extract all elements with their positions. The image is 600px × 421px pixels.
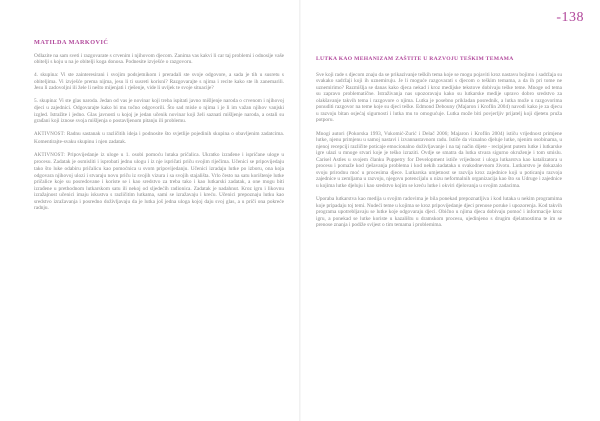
activity-label: AKTIVNOST: [34,152,66,158]
left-page-column [34,40,284,218]
paragraph: 5. skupina: Vi ste glas naroda. Jedan od vas je novinar koji treba ispitati javno mišljenje naroda o crvenom i njihovoj djeci u zajednici. Odgovarajte kako bi mu točno odgovorili. Što sad misle o njima i je li im važan njihov vanjski izgled. Istražite i jedno. Glas javnosti u kojoj je jedan učenik novinar koji želi saznati mišljenje naroda, a ostali su građani koji iznose svoja mišljenja o postavljenom pitanju ili problemu. [34,98,284,125]
activity-label: AKTIVNOST: [34,132,66,138]
paragraph: 4. skupina: Vi ste zainteresirani i svojim podsjetnikom i preradali ste svoje odgovore, a sada je tih u susretu s obiteljima. Vi izvješće prema nijma, jesu li ti susreti korisni? Razgovarajte s njima i recite kako ste ih zanemarili. Jesu li zadovoljni ili žele li nešto mijenjati i rješenje, vide li uvijek te svoje situacije? [34,72,284,92]
page-gutter [299,0,301,421]
paragraph: Mnogi autori (Pokorska 1993, Vukomić-Zurić i Delač 2006; Majaron i Kroflin 2004) ističu vrijednost primjene lutke, njenu primjenu u samoj nastavi i izvannastavnom radu. Ističe da vizualno djeluje lutke, njenim osobinama, u njenoj recepciji različite poticaje emocionalno doživljavanje i na taj način dijete - recipijent putem lutke i lutkarske igre ulazi u mnoge stvari koje je teško izraziti. Ovdje se smatra da lutka stvara sigurno okruženje i tom smislu. Carisel Astles u svojem članku Puppetry for Development ističe vrijednost i uloga lutkarstva kao katalizatora u procesu i pomaže kod rješavanja problema i kod nekih zadataka u svakodnevnom životu. Lutkarstvo je dokazalo svoju prirodnu moć u procesima djece. Lutkarska umjetnost se razvija kroz zajednice koji u poticanju razvoja zajednice u zemljama u razvoju, njegovu potencijalu u nizu neformalnih organizacija kao što su Udruge i zajednice u kojima lutke djeluju i kao sredstvo kojim se kreću lutke i okviri djelovanja u svojim zadacima. [316,130,562,189]
paragraph: Uporaba lutkarstva kao medija u svojim radovima je bila ponekad prepoznatljiva i kod lutaka u nekim programima koje pripadaju toj temi. Nudeći teme u kojima se kroz pripovijedanje djeci prenose poruke i upozorenja. Kod takvih programa upotrebljavaju se lutke koje odgovaraju djeci. Obično u njima djeca dobivaju pomoć i informacije kroz igru, a ponekad se lutke koriste u kazalištu u dramskom procesu, ujedinjeno s drugim djelatnostima te im se prenose znanja i podiže svijest o tim temama i problemima. [316,196,562,229]
paragraph-text: Radnu sastanak u različitih ideja i podnosite što svjetlije pojedinih skupina o obavljenim zadatcima. Komentirajte-svaku skupinu i njen zadatak. [34,131,284,145]
paragraph [34,152,284,212]
paragraph: Odlazite na sam sveti i razgovarate s crvenim i njihovom djecom. Zanima vas kakvi li car taj problemi i odnosije vaše obitelji s koju u na je obitelji koga donosa. Podnesite izvješće o razgovoru. [34,52,284,66]
author-name: MATILDA MARKOVIĆ [34,39,109,46]
page-number: -138 [556,10,584,25]
paragraph-text: Pripovijedanje iz uloge u 1. osobi pomoću lutaka pričalica. Ukratko izrađene i ispričane uloge u procesu. Zadatak je osmisliti i isprobati jednu ulogu i iz nje ispričati priču svojim riječima. Učenici se pripovijedaju tako što luke odabiru pričalicu kao pomoćnica u svom pripovijedanju. Učenici izradaju lutke po izboru, ona koja odgovara njihovoj ulozi i stvaraju novu priču iz svojih vizura i sa svojih stajališta. Vrlo često na satu korištenje lutke pričalice koje su posredovane i koriste se i kao sredstvo za treba tako i kao lutkarski zadatak, a one mogu biti izrađene u prethodnom lutkarskom satu ili nekoj od sljedećih radionica. Zadatak je nadahnut. Kroz igru i likovnu izražajnost učenici imaju iskustva s različitim lutkama, sami se izražavaju i kreću. Učenici prepoznaju lutku kao sredstvo izražavanja i posredno doživljavaju da je lutka još jedna uloga kojoj daju svoj glas, a u priči ona pokreće radnju. [34,151,284,212]
section-title: LUTKA KAO MEHANIZAM ZAŠTITE U RAZVOJU TEŠKIM TEMAMA [316,56,514,62]
paragraph: Sve koji rade s djecom znaju da se prikazivanje teških tema koje se mogu pojaviti kroz nastavu bojimo i sadržaja su svakako sadržaji koji ih uznemiruju. Je li moguće razgovarati s djecom o teškim temama, a da ih pri tome ne uznemirimo? Razmišlja se danas kako djeca nekad i kroz medijske tekstove dobivaju teške teme. Mnoge od tema su zapravo problematične. Istraživanja nas upozoravaju kako su lutkarske medije upravo dobro sredstvo za olakšavanje takvih tema i razgovore o njima. Lutka je posebno prikladan posrednik, a lutka može u razgovorima ponuditi razgovor na teme koje su djeci teške. Edmond Debouny (Majaron i Kroflin 2004) navodi kako je za djecu u razvoju bitan osjećaj sigurnosti i lutka mu to omogućuje. Lutka može biti povjerljiv prijatelj koji djetetu pruža potporu. [316,71,562,124]
right-page-column [316,56,562,235]
paragraph [34,131,284,145]
